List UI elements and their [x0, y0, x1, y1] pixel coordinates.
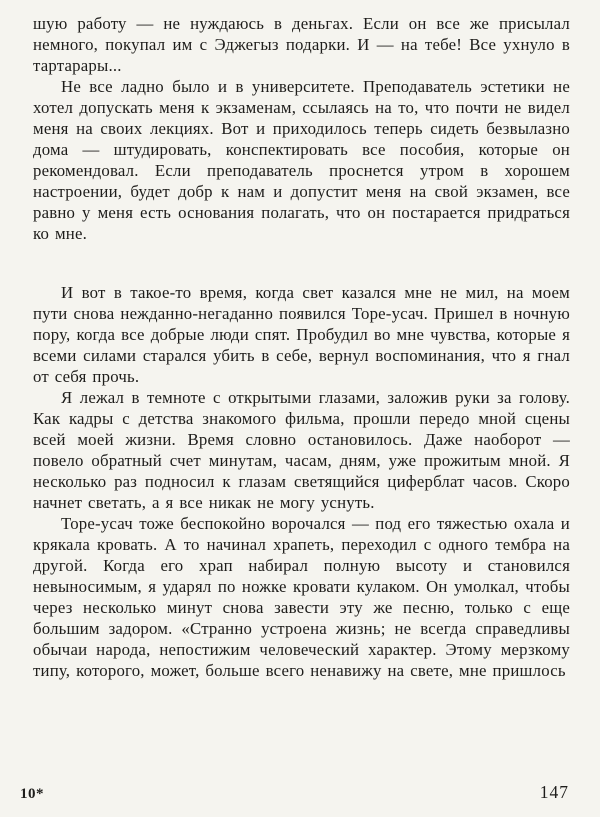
- paragraph: Торе-усач тоже беспокойно ворочался — под его тяжестью охала и крякала кровать. А то начинал храпеть, переходил с одного тембра на другой. Когда его храп набирал полную высоту и становился невыносимым, я ударял по ножке кровати кулаком. Он умолкал, чтобы через несколько минут снова завести эту же песню, только с еще большим задором. «Странно устроена жизнь; не всегда справедливы обычаи народа, непостижим человеческий характер. Этому мерзкому типу, которого, может, больше всего ненавижу на свете, мне пришлось: [33, 514, 570, 680]
- page-footer: [20, 782, 569, 803]
- paragraph: Не все ладно было и в университете. Преподаватель эстетики не хотел допускать меня к экзаменам, ссылаясь на то, что почти не видел меня на своих лекциях. Вот и приходилось теперь сидеть безвылазно дома — штудировать, конспектировать все пособия, которые он рекомендовал. Если преподаватель проснется утром в хорошем настроении, будет добр к нам и допустит меня на свой экзамен, все равно у меня есть основания полагать, что он постарается придраться ко мне.: [33, 77, 570, 243]
- printers-signature-mark: 10*: [20, 786, 44, 802]
- paragraph: Я лежал в темноте с открытыми глазами, заложив руки за голову. Как кадры с детства знакомого фильма, прошли передо мной сцены всей моей жизни. Время словно остановилось. Даже наоборот — повело обратный счет минутам, часам, дням, уже прожитым мной. Я несколько раз подносил к глазам светящийся циферблат часов. Скоро начнет светать, а я все никак не могу уснуть.: [33, 388, 570, 512]
- paragraph: И вот в такое-то время, когда свет казался мне не мил, на моем пути снова нежданно-негаданно появился Торе-усач. Пришел в ночную пору, когда все добрые люди спят. Пробудил во мне чувства, которые я всеми силами старался убить в себе, вернул воспоминания, что я гнал от себя прочь.: [33, 283, 570, 386]
- section-break: [33, 244, 570, 282]
- page-text: [33, 13, 570, 681]
- page-number: 147: [539, 782, 569, 802]
- paragraph-continuation: шую работу — не нуждаюсь в деньгах. Если он все же присылал немного, покупал им с Эджегыз подарки. И — на тебе! Все ухнуло в тартарары...: [33, 14, 570, 75]
